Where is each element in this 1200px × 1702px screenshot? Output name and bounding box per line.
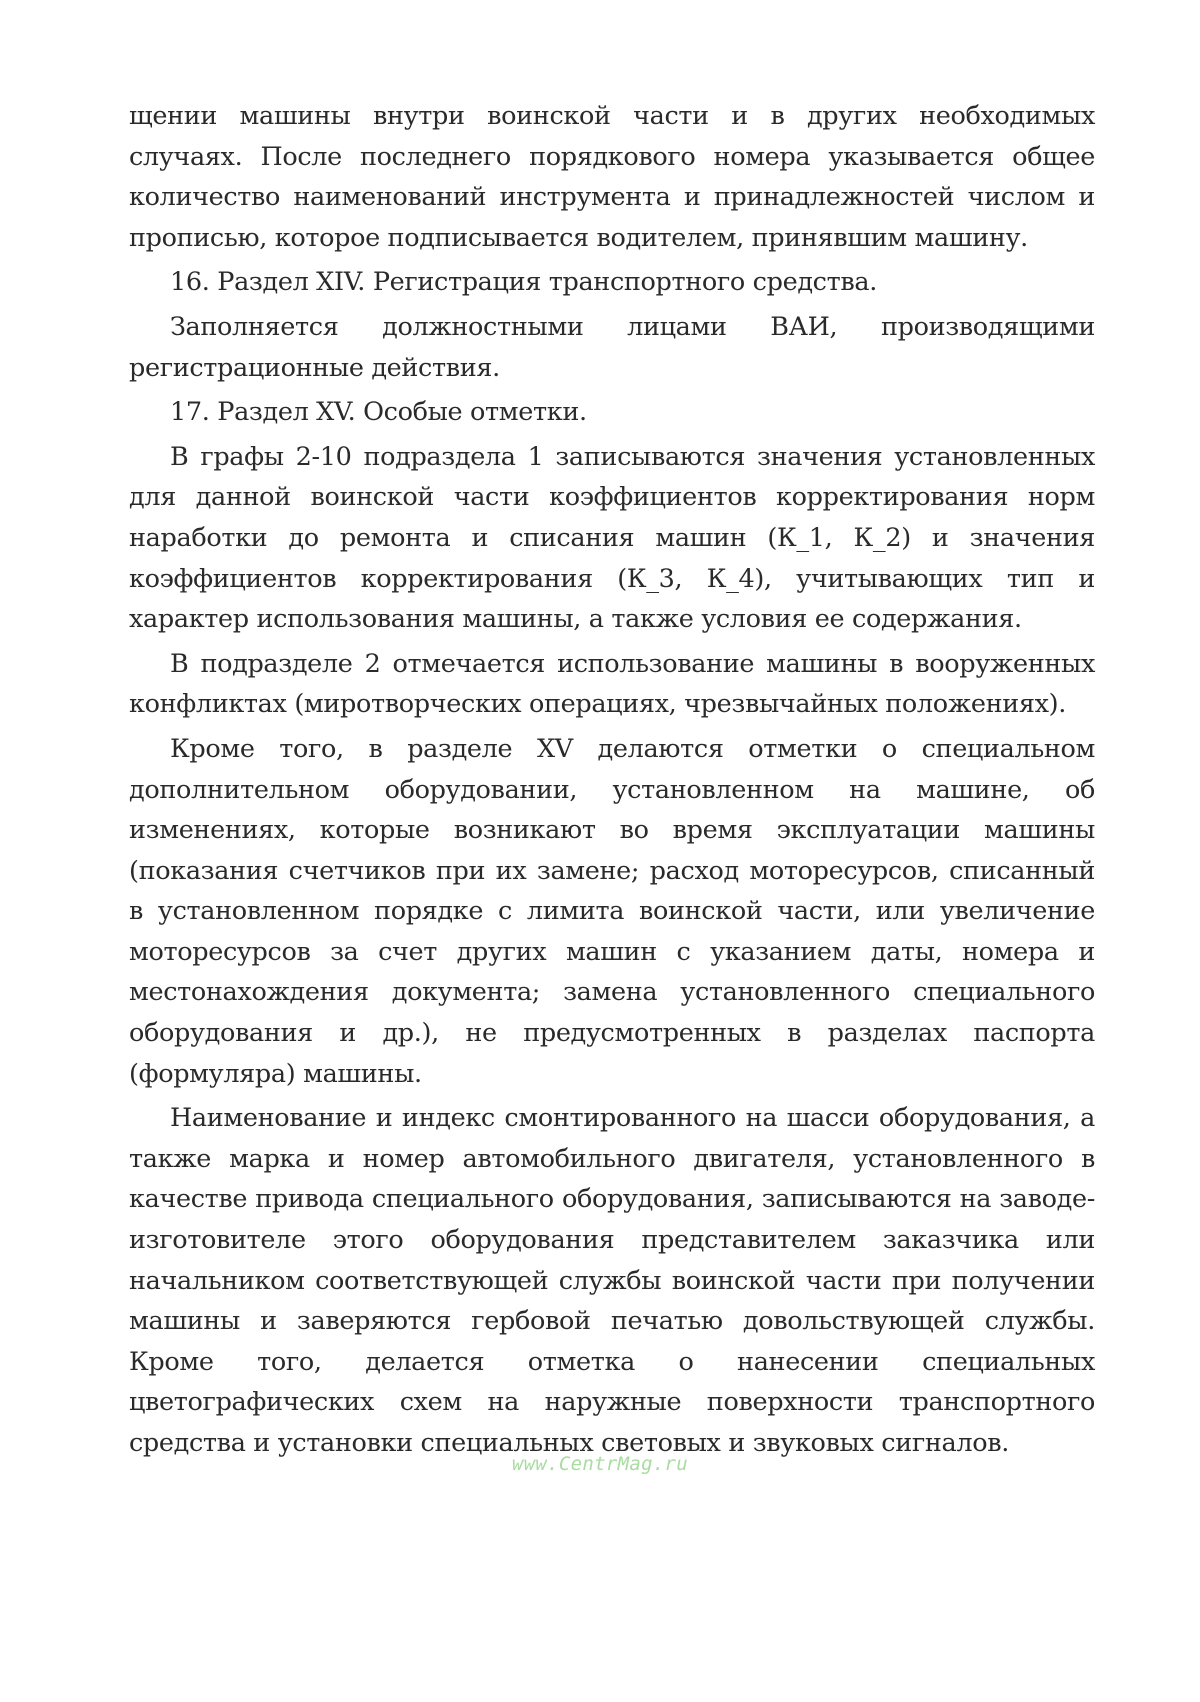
paragraph-armed-conflicts: В подразделе 2 отмечается использование машины в вооруженных конфликтах (миротворческих операциях, чрезвычайных положениях). <box>129 648 1095 720</box>
paragraph-chassis-equipment: Наименование и индекс смонтированного на шасси оборудования, а также марка и номер автомобильного двигателя, установленного в качестве привода специального оборудования, записываются на заводе-изготовителе этого оборудования представителем заказчика или начальником соответствующей службы воинской части при получении машины и заверяются гербовой печатью довольствующей службы. Кроме того, делается отметка о нанесении специальных цветографических схем на наружные поверхности транспортного средства и установки специальных световых и звуковых сигналов. <box>129 1103 1095 1458</box>
paragraph-coefficients: В графы 2-10 подраздела 1 записываются значения установленных для данной воинской части коэффициентов корректирования норм наработки до ремонта и списания машин (К_1, К_2) и значения коэффициентов корректирования (К_3, К_4), учитывающих тип и характер использования машины, а также условия ее содержания. <box>129 441 1095 635</box>
paragraph-special-equipment: Кроме того, в разделе XV делаются отметки о специальном дополнительном оборудовании, установленном на машине, об изменениях, которые возникают во время эксплуатации машины (показания счетчиков при их замене; расход моторесурсов, списанный в установленном порядке с лимита воинской части, или увеличение моторесурсов за счет других машин с указанием даты, номера и местонахождения документа; замена установленного специального оборудования и др.), не предусмотренных в разделах паспорта (формуляра) машины. <box>129 733 1095 1089</box>
body-text <box>129 96 1095 1464</box>
paragraph-section-14-body: Заполняется должностными лицами ВАИ, производящими регистрационные действия. <box>129 311 1095 383</box>
paragraph-section-14-heading: 16. Раздел XIV. Регистрация транспортного средства. <box>170 267 877 298</box>
paragraph-continuation: щении машины внутри воинской части и в других необходимых случаях. После последнего порядкового номера указывается общее количество наименований инструмента и принадлежностей числом и прописью, которое подписывается водителем, принявшим машину. <box>129 101 1095 253</box>
watermark-url: www.CentrMag.ru <box>511 1453 689 1475</box>
paragraph-section-15-heading: 17. Раздел XV. Особые отметки. <box>170 397 587 428</box>
